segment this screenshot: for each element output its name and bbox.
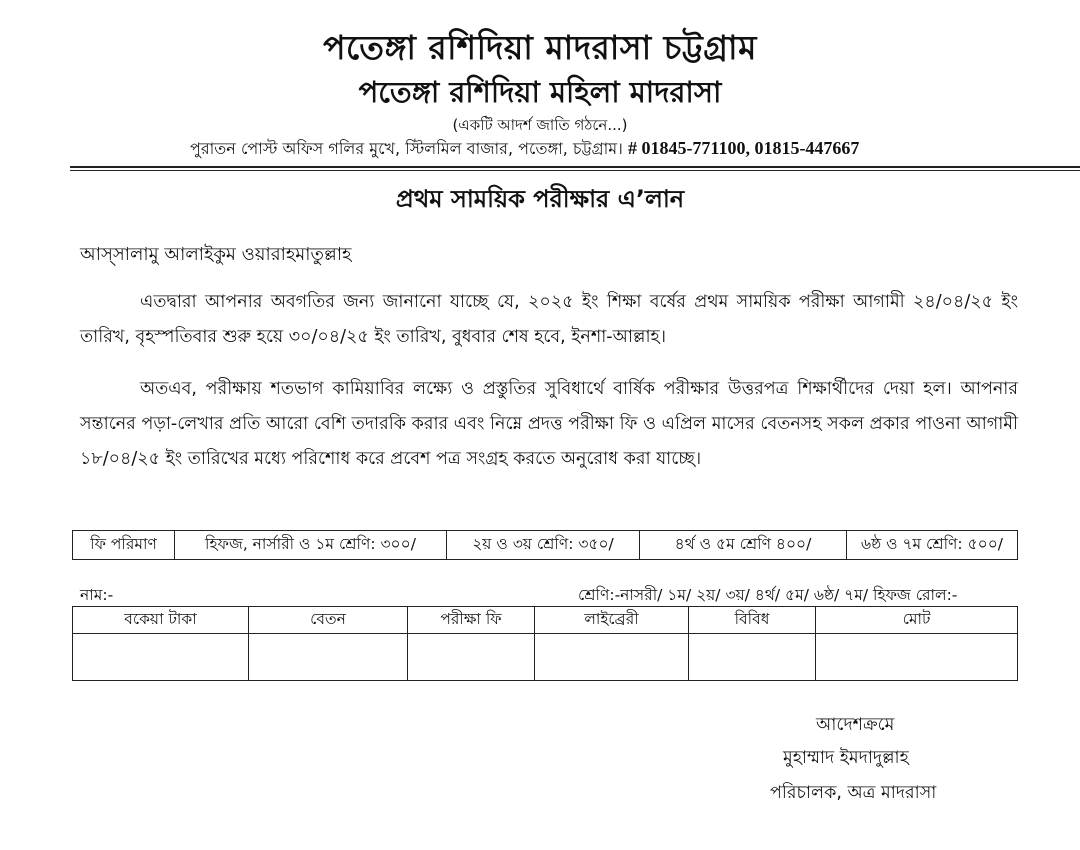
notice-paragraph-2: অতএব, পরীক্ষায় শতভাগ কামিয়াবির লক্ষ্যে ও প্রস্তুতির সুবিধার্থে বার্ষিক পরীক্ষার উত্তরপত্র শিক্ষার্থীদের দেয়া হল। আপনার সন্তানের পড়া-লেখার প্রতি আরো বেশি তদারকি করার এবং নিম্নে প্রদত্ত পরীক্ষা ফি ও এপ্রিল মাসের বেতনসহ সকল প্রকার পাওনা আগামী ১৮/০৪/২৫ ইং তারিখের মধ্যে পরিশোধ করে প্রবেশ পত্র সংগ্রহ করতে অনুরোধ করা যাচ্ছে। [80,379,1018,469]
dues-header-row [73,607,1018,634]
notice-title: প্রথম সাময়িক পরীক্ষার এ’লান [395,185,685,213]
fee-row [73,531,1018,560]
col-miscellaneous: বিবিধ [689,607,816,634]
dues-table [72,606,1018,681]
salary-cell[interactable] [249,634,408,681]
col-arrears: বকেয়া টাকা [73,607,249,634]
address-line [190,136,859,163]
fee-cell-hifz-nursery-class1: হিফজ, নার্সারী ও ১ম শ্রেণি: ৩০০/ [175,531,447,560]
col-total: মোট [816,607,1018,634]
phone-numbers: # 01845-771100, 01815-447667 [627,138,860,158]
arrears-cell[interactable] [73,634,249,681]
library-cell[interactable] [535,634,689,681]
exam-fee-cell[interactable] [408,634,535,681]
fee-table [72,530,1018,560]
institution-name: পতেঙ্গা রশিদিয়া মাদরাসা চট্টগ্রাম [323,28,757,67]
col-exam-fee: পরীক্ষা ফি [408,607,535,634]
class-roll-label: শ্রেণি:-নাসরী/ ১ম/ ২য়/ ৩য়/ ৪র্থ/ ৫ম/ ৬ষ্ঠ/ ৭ম/ হিফজ রোল:- [578,586,958,604]
header-divider-thick [70,166,1080,168]
name-label: নাম:- [80,586,114,604]
miscellaneous-cell[interactable] [689,634,816,681]
col-library: লাইব্রেরী [535,607,689,634]
address: পুরাতন পোস্ট অফিস গলির মুখে, স্টিলমিল বাজার, পতেঙ্গা, চট্টগ্রাম। [190,139,623,158]
signatory-title: পরিচালক, অত্র মাদরাসা [770,783,937,803]
total-cell[interactable] [816,634,1018,681]
signatory-name: মুহাম্মাদ ইমদাদুল্লাহ [783,748,909,768]
fee-cell-class2-3: ২য় ও ৩য় শ্রেণি: ৩৫০/ [447,531,640,560]
dues-entry-row [73,634,1018,681]
fee-cell-class6-7: ৬ষ্ঠ ও ৭ম শ্রেণি: ৫০০/ [847,531,1018,560]
motto: (একটি আদর্শ জাতি গঠনে...) [452,116,628,134]
greeting: আস্সালামু আলাইকুম ওয়ারাহমাতুল্লাহ [80,244,352,265]
notice-paragraph-1: এতদ্বারা আপনার অবগতির জন্য জানানো যাচ্ছে যে, ২০২৫ ইং শিক্ষা বর্ষের প্রথম সাময়িক পরীক্ষা আগামী ২৪/০৪/২৫ ইং তারিখ, বৃহস্পতিবার শুরু হয়ে ৩০/০৪/২৫ ইং তারিখ, বুধবার শেষ হবে, ইনশা-আল্লাহ। [80,292,1018,347]
signature-by-order: আদেশক্রমে [816,715,895,735]
col-salary: বেতন [249,607,408,634]
sub-institution-name: পতেঙ্গা রশিদিয়া মহিলা মাদরাসা [358,75,722,109]
fee-cell-class4-5: ৪র্থ ও ৫ম শ্রেণি ৪০০/ [640,531,847,560]
header-divider-thin [70,170,1080,171]
fee-label: ফি পরিমাণ [73,531,175,560]
